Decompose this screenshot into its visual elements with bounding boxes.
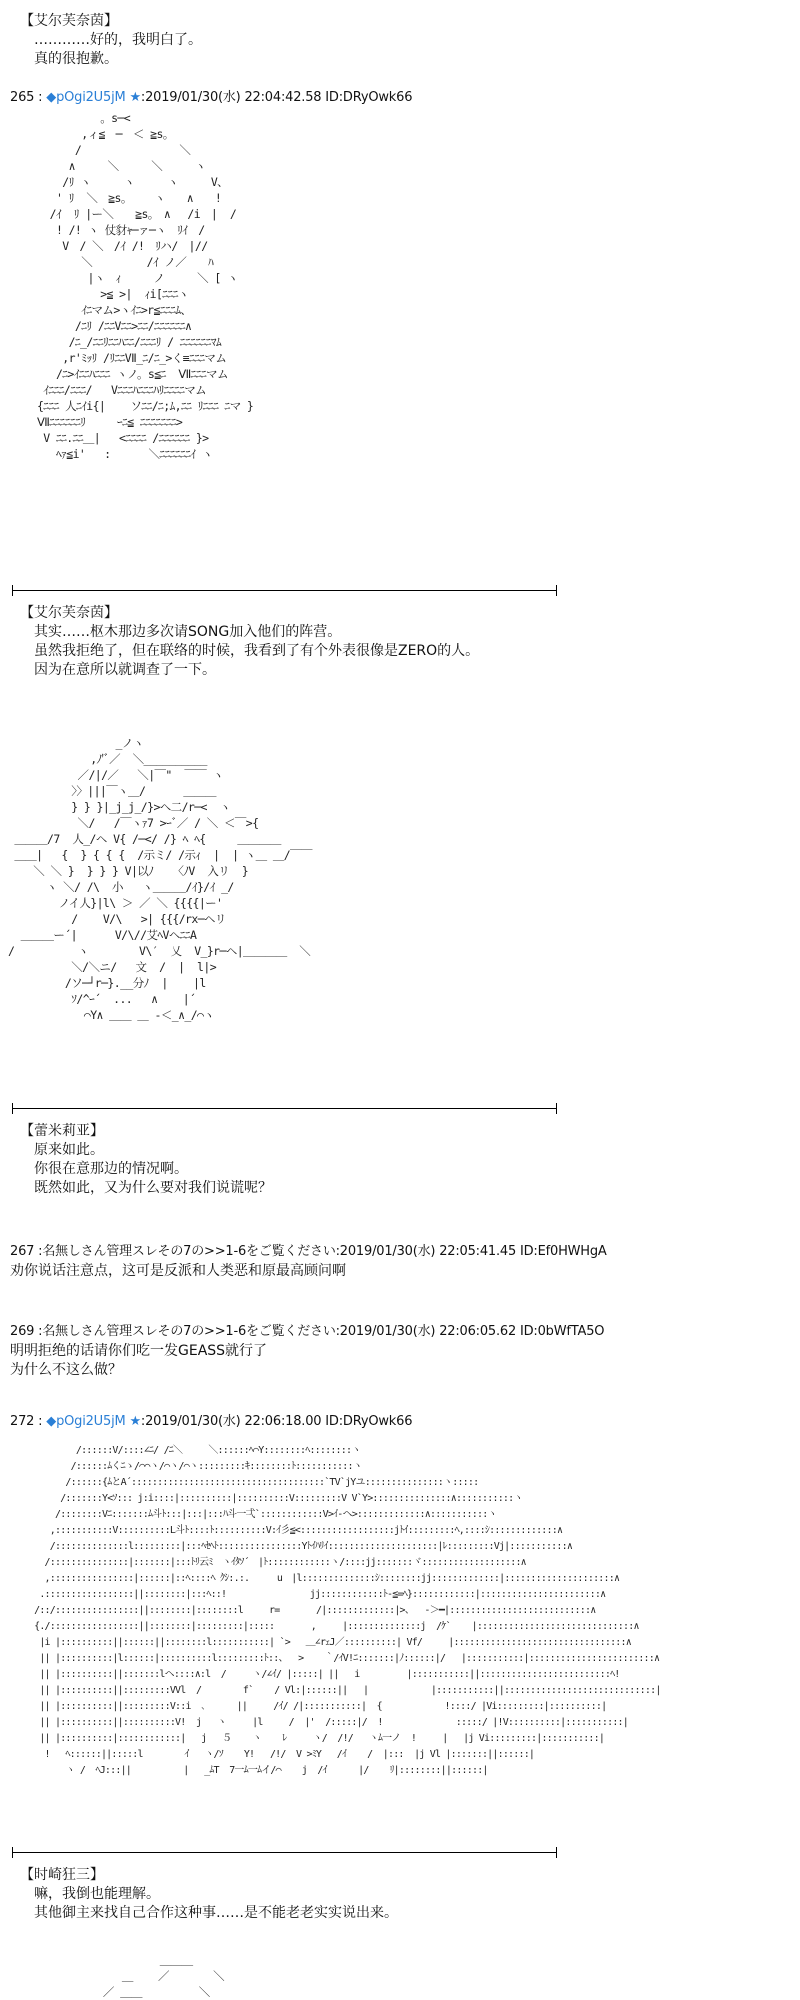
separator (12, 1108, 557, 1109)
dialogue-line: 你很在意那边的情况啊。 (34, 1161, 188, 1177)
speaker-name: 【时崎狂三】 (20, 1867, 104, 1883)
dialogue-line: 其实……枢木那边多次请SONG加入他们的阵营。 (34, 624, 342, 640)
post-meta: :2019/01/30(水) 22:04:42.58 ID:DRyOwk66 (140, 90, 413, 105)
star-icon: ★ (129, 1414, 141, 1429)
separator (12, 1852, 557, 1853)
tripcode[interactable]: ◆pOgi2U5jM (46, 1414, 126, 1429)
dialogue-line: …………好的，我明白了。 (34, 32, 202, 48)
post-header (10, 1410, 412, 1429)
post-text: 明明拒绝的话请你们吃一发GEASS就行了 (10, 1343, 268, 1359)
speaker-name: 【艾尔芙奈茵】 (20, 13, 118, 29)
separator (12, 590, 557, 591)
dialogue-line: 嘛，我倒也能理解。 (34, 1886, 160, 1902)
post-number: 265 : (10, 90, 43, 105)
speaker-name: 【艾尔芙奈茵】 (20, 605, 118, 621)
star-icon: ★ (129, 90, 141, 105)
dialogue-line: 既然如此，又为什么要对我们说谎呢？ (34, 1180, 272, 1196)
ascii-art: ＿＿＿ ＿ ／ ＼ ／ ＿＿ ＼ (102, 1953, 225, 1999)
dialogue-line: 真的很抱歉。 (34, 51, 118, 67)
ascii-art: /::::::V/::::∠ﾆ/ /ﾆ＼ ＼::::::ﾍ⌒Y::::::::ﾍ::::::::ヽ /::::::ﾑくﾆゝ/⌒⌒ヽ/⌒ヽ/⌒ヽ:::::::::ｷ::::::::ﾄ:::::::::::ヽ /::::::{ﾑとA´:::::::::::::::::::::::::::::::::::::`TV`jYユ:::::::::::::::ヽ::::: /:::::::Y<ｿ::: j:i::::|::::::::::|::::::::::V:::::::::V V`Y>:::::::::::::::∧:::::::::::ヽ /::::::::Vﾆ:::::::ﾑ斗ﾄ:::|:::|:::ﾊ斗一弌`::::::::::::V>ｲ-ヘ>:::::::::::::∧:::::::::::ヽ ,:::::::::::V::::::::::L斗ﾄ::::ﾄ::::::::::V:ｲ彡≦<::::::::::::::::::jﾄｲ:::::::::ﾍ,::::ｼ:::::::::::::∧ /::::::::::::::l:::::::::|:::ﾍｾﾍﾄ::::::::::::::::Yﾄｲﾊﾘｲ:::::::::::::::::::::|ﾚ:::::::::Vj|:::::::::::∧ /:::::::::::::::|:::::::|:::ﾄﾘ云ﾐ ヽｲﾀｿ´ |ﾄ::::::::::::ヽ/::::jj:::::::ヾ:::::::::::::::::::∧ ,::::::::::::::::|::::::|::ﾍ::::ﾍ ｸｼ:.:. u |l::::::::::::::ｼ::::::::jj:::::::::::::|:::::::::::::::::::::∧ .:::::::::::::::::||::::::::|:::ﾍ::! jj::::::::::::ﾄ-≦=ﾍ}::::::::::::|:::::::::::::::::::::::∧ /::/::::::::::::::::||::::::::|::::::::l r= /|:::::::::::::|>、 -＞━|:::::::::::::::::::::::::::∧ {./:::::::::::::::::||::::::::|:::::::::|::::: , |::::::::::::::j /ｹ` |::::::::::::::::::::::::::::::∧ |i |::::::::::||::::::||::::::::l:::::::::::| `> ＿∠rｪJ／::::::::::| Vf/ |:::::::::::::::::::::::::::::::::∧ || |::::::::::|l::::::|::::::::::l:::::::::ﾄ::、 > ｀/ｲV!ﾆ:::::::|ﾉ::::::|/ |:::::::::::|::::::::::::::::::::::::∧ || |::::::::::||:::::::lヘ::::∧:l / ヽ/∠ｲ/ |:::::| || i |:::::::::::||:::::::::::::::::::::::::ﾍ! || |::::::::::||:::::::::VVl / f` / Vl:|::::::|| | |:::::::::::||:::::::::::::::::::::::::::::| || |::::::::::||:::::::::V::i ､ || /ｲ/ /|:::::::::::| { !::::/ |Vi:::::::::|::::::::::| || |::::::::::||::::::::::V! j ヽ |l / |' /:::::|/ ! :::::/ |!V::::::::::|:::::::::::| || |::::::::::|::::::::::::| j ５ ヽ ﾚ ヽ/ /!/ ヽﾑ一ノ ! | |j Vi:::::::::|:::::::::::| ! ﾍ::::::||:::::l ｲ ヽ/ｿ Y! /!/ V >ﾐY /ｲ / |::: |j Vl |:::::::||::::::| ヽ / ﾍJ:::|| | _ﾑT 7一ﾑ一ﾑイ/⌒ j /ｲ |/ ﾘ|::::::::||::::::| (34, 1445, 661, 1776)
post-header: 269 :名無しさん管理スレその7の>>1-6をご覧ください:2019/01/30(水) 22:06:05.62 ID:0bWfTA5O (10, 1324, 605, 1339)
speaker-name: 【蕾米莉亚】 (20, 1123, 104, 1139)
dialogue-line: 因为在意所以就调查了一下。 (34, 662, 216, 678)
post-text: 劝你说话注意点，这可是反派和人类恶和原最高顾问啊 (10, 1263, 346, 1279)
dialogue-line: 其他御主来找自己合作这种事……是不能老老实实说出来。 (34, 1905, 398, 1921)
dialogue-line: 虽然我拒绝了，但在联络的时候，我看到了有个外表很像是ZERO的人。 (34, 643, 480, 659)
tripcode[interactable]: ◆pOgi2U5jM (46, 90, 126, 105)
post-header (10, 86, 412, 105)
post-meta: :2019/01/30(水) 22:06:18.00 ID:DRyOwk66 (140, 1414, 413, 1429)
dialogue-line: 原来如此。 (34, 1142, 104, 1158)
ascii-art: 。s─< ,ィ≦ ─ ＜ ≧s。 / ＼ ∧ ＼ ＼ ヽ /ﾘ ヽ ヽ ヽ V、 ' ﾘ ＼ ≧s。 ヽ ∧ ! /ｲ ﾘ |ー＼ ≧s。 ∧ /i | / ! /! ヽ 仗豺ｬ─ァ─ヽ ﾘｲ / V / ＼ /ｲ /! ﾘハ/ |// ＼ /ｲ ノ／ ﾊ |ヽ ｨ ノ ＼ [ ヽ >≦ >| ｨi[ﾆﾆﾆヽ ｲﾆマム>ヽｲﾆ>r≦ﾆﾆﾆﾑ、 /ﾆﾘ /ﾆﾆVﾆﾆ>ﾆﾆ/ﾆﾆﾆﾆﾆﾆ∧ /ﾆ_/ﾆﾆﾘﾆﾆﾊﾆﾆ/ﾆﾆﾆﾘ / ﾆﾆﾆﾆﾆﾆﾏﾑ ,r'ﾐｯﾘ /ﾘﾆﾆVⅡ_ﾆ/ﾆ_>く≡ﾆﾆﾆマム /ﾆ>ｲﾆﾆﾊﾆﾆﾆ ヽノ。s≦ﾆ Ⅶﾆﾆﾆマム ｲﾆﾆﾆ/ﾆﾆﾆ/ Vﾆﾆﾆﾊﾆﾆﾆﾊﾘﾆﾆﾆﾆマム {ﾆﾆﾆ 人ﾆｲi{| ソﾆﾆ/ﾆ;ﾑ,ﾆﾆ ﾘﾆﾆﾆ ﾆマ } Ⅶﾆﾆﾆﾆﾆﾆﾘ ｰﾆ≦ ﾆﾆﾆﾆﾆﾆﾆ> V ﾆﾆ.ﾆﾆ＿| <ﾆﾆﾆﾆ /ﾆﾆﾆﾆﾆﾆ }> ﾍｧ≦i' : ＼ﾆﾆﾆﾆﾆﾆｲ ヽ (36, 111, 254, 461)
post-number: 272 : (10, 1414, 43, 1429)
ascii-art: _ノヽ ,ﾉ'ﾞ／ ＼__________ ／/|/／ ＼|￣" ￣￣ ヽ 〉〉|||￣ヽ＿/ ＿＿＿ } } }|_j_j_/}>へ二/r─< ヽ ＼/ /￣ヽｧ7 >ｰﾞ／ / ＼ ＜￣>{ ＿＿＿/7 人_/ヘ V{ /─</ /} ﾍ ﾍ{ ＿＿＿＿ ＿＿| { } { { { /示ミ/ /示ｨ | | ヽ＿ ＿/￣￣ ＼ ＼ } } } } V|以ﾉ 〈ﾉV 入リ } ヽ ＼/ /\ 小 ヽ＿＿＿/ｲ}/ｲ _/ ノイ人}|l\ ＞ ／ ＼ {{{{|ー' / V/\ >| {{{/rx─ヘリ ＿＿＿ー´| V/\//艾ﾍVヘﾆﾆA / ヽ V\′ 乂 V_}r─ヘ|＿＿＿＿ ＼ ＼/＼ニ/ 文 / | l|> /ソ─┘r─}.__分ﾉ | |l ｿ/^ｰ´ ... ∧ |´ ⌒Y∧ ＿＿ ＿ -＜_∧_/⌒ヽ (8, 736, 312, 1022)
post-text: 为什么不这么做？ (10, 1362, 122, 1378)
post-header: 267 :名無しさん管理スレその7の>>1-6をご覧ください:2019/01/30(水) 22:05:41.45 ID:Ef0HWHgA (10, 1244, 607, 1259)
